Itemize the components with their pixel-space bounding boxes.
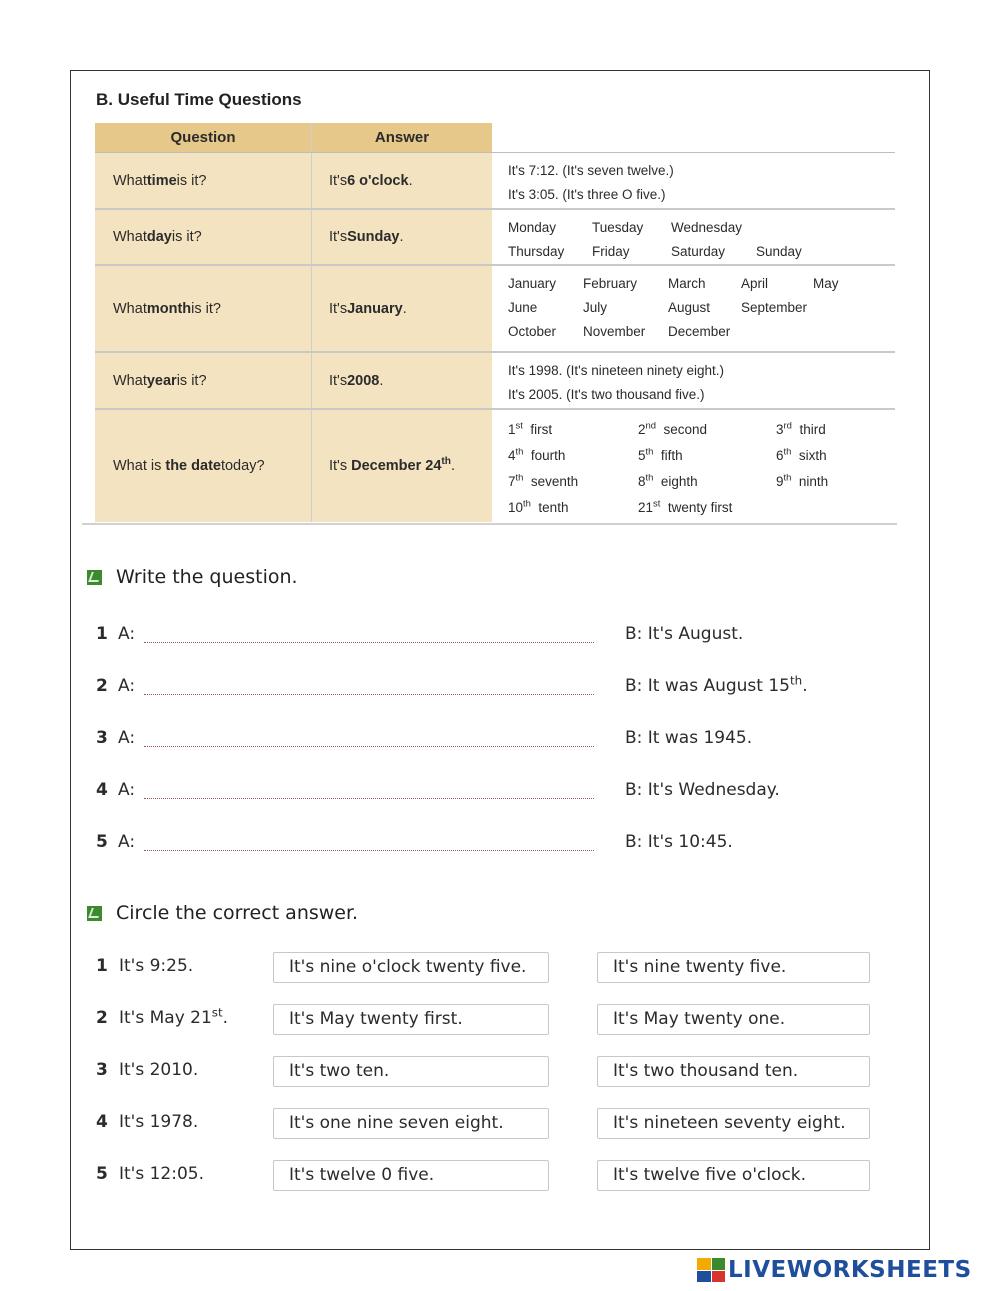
liveworksheets-logo-icon xyxy=(697,1258,725,1282)
answer-cell: It's 6 o'clock . xyxy=(312,153,492,208)
ordinal: 3rd third xyxy=(776,420,826,437)
answer-cell: It's 2008 . xyxy=(312,353,492,408)
circle-exercise-title: Circle the correct answer. xyxy=(87,902,358,924)
liveworksheets-logo: LIVEWORKSHEETS xyxy=(697,1257,972,1283)
circle-item: 1 It's 9:25. It's nine o'clock twenty five. It's nine twenty five. xyxy=(96,952,876,984)
ordinal: 5th fifth xyxy=(638,446,683,463)
answer-option-right[interactable]: It's two thousand ten. xyxy=(597,1056,870,1087)
question-cell: What day is it? xyxy=(95,210,312,264)
table-header xyxy=(95,123,895,153)
answer-cell: It's December 24th . xyxy=(312,410,492,522)
days-list: Monday Tuesday Wednesday Thursday Friday Saturday Sunday xyxy=(492,210,895,264)
examples-cell: It's 7:12. (It's seven twelve.) It's 3:05. (It's three O five.) xyxy=(492,153,895,208)
write-item: 4 A: B: It's Wednesday. xyxy=(96,780,780,800)
answer-option-right[interactable]: It's twelve five o'clock. xyxy=(597,1160,870,1191)
answer-option-left[interactable]: It's two ten. xyxy=(273,1056,549,1087)
circle-item: 4 It's 1978. It's one nine seven eight. It's nineteen seventy eight. xyxy=(96,1108,876,1140)
table-row xyxy=(95,410,895,522)
examples-cell: It's 1998. (It's nineteen ninety eight.) It's 2005. (It's two thousand five.) xyxy=(492,353,895,408)
exercise-pencil-icon xyxy=(87,570,102,585)
answer-option-right[interactable]: It's May twenty one. xyxy=(597,1004,870,1035)
answer-line[interactable] xyxy=(144,746,594,747)
answer-line[interactable] xyxy=(144,798,594,799)
ordinals-list xyxy=(492,410,895,522)
write-item: 3 A: B: It was 1945. xyxy=(96,728,753,748)
answer-line[interactable] xyxy=(144,694,594,695)
answer-option-left[interactable]: It's May twenty first. xyxy=(273,1004,549,1035)
header-answer: Answer xyxy=(312,123,492,152)
table-row xyxy=(95,153,895,210)
header-question: Question xyxy=(95,123,312,152)
months-list: January February March April May June July August September October November December xyxy=(492,266,895,351)
question-cell: What year is it? xyxy=(95,353,312,408)
exercise-pencil-icon xyxy=(87,906,102,921)
table-row xyxy=(95,210,895,266)
section-title: B. Useful Time Questions xyxy=(96,90,302,109)
answer-line[interactable] xyxy=(144,642,594,643)
time-questions-table xyxy=(95,123,895,522)
ordinal: 6th sixth xyxy=(776,446,827,463)
answer-option-left[interactable]: It's twelve 0 five. xyxy=(273,1160,549,1191)
write-item: 2 A: B: It was August 15th. xyxy=(96,673,808,696)
answer-cell: It's January . xyxy=(312,266,492,351)
circle-item: 2 It's May 21st. It's May twenty first. It's May twenty one. xyxy=(96,1004,876,1036)
ordinal: 10th tenth xyxy=(508,498,569,515)
ordinal: 4th fourth xyxy=(508,446,566,463)
question-cell: What time is it? xyxy=(95,153,312,208)
answer-cell: It's Sunday . xyxy=(312,210,492,264)
ordinal: 8th eighth xyxy=(638,472,698,489)
ordinal: 1st first xyxy=(508,420,553,437)
table-bottom-rule xyxy=(82,523,897,525)
answer-line[interactable] xyxy=(144,850,594,851)
question-cell: What month is it? xyxy=(95,266,312,351)
write-item: 5 A: B: It's 10:45. xyxy=(96,832,733,852)
ordinal: 2nd second xyxy=(638,420,708,437)
answer-option-right[interactable]: It's nine twenty five. xyxy=(597,952,870,983)
answer-option-left[interactable]: It's one nine seven eight. xyxy=(273,1108,549,1139)
write-item: 1 A: B: It's August. xyxy=(96,624,744,644)
answer-option-left[interactable]: It's nine o'clock twenty five. xyxy=(273,952,549,983)
ordinal: 9th ninth xyxy=(776,472,829,489)
write-exercise-title: Write the question. xyxy=(87,566,298,588)
answer-option-right[interactable]: It's nineteen seventy eight. xyxy=(597,1108,870,1139)
ordinal: 21st twenty first xyxy=(638,498,733,515)
question-cell: What is the date today? xyxy=(95,410,312,522)
circle-item: 5 It's 12:05. It's twelve 0 five. It's twelve five o'clock. xyxy=(96,1160,876,1192)
table-row xyxy=(95,266,895,353)
table-row xyxy=(95,353,895,410)
circle-item: 3 It's 2010. It's two ten. It's two thousand ten. xyxy=(96,1056,876,1088)
ordinal: 7th seventh xyxy=(508,472,579,489)
